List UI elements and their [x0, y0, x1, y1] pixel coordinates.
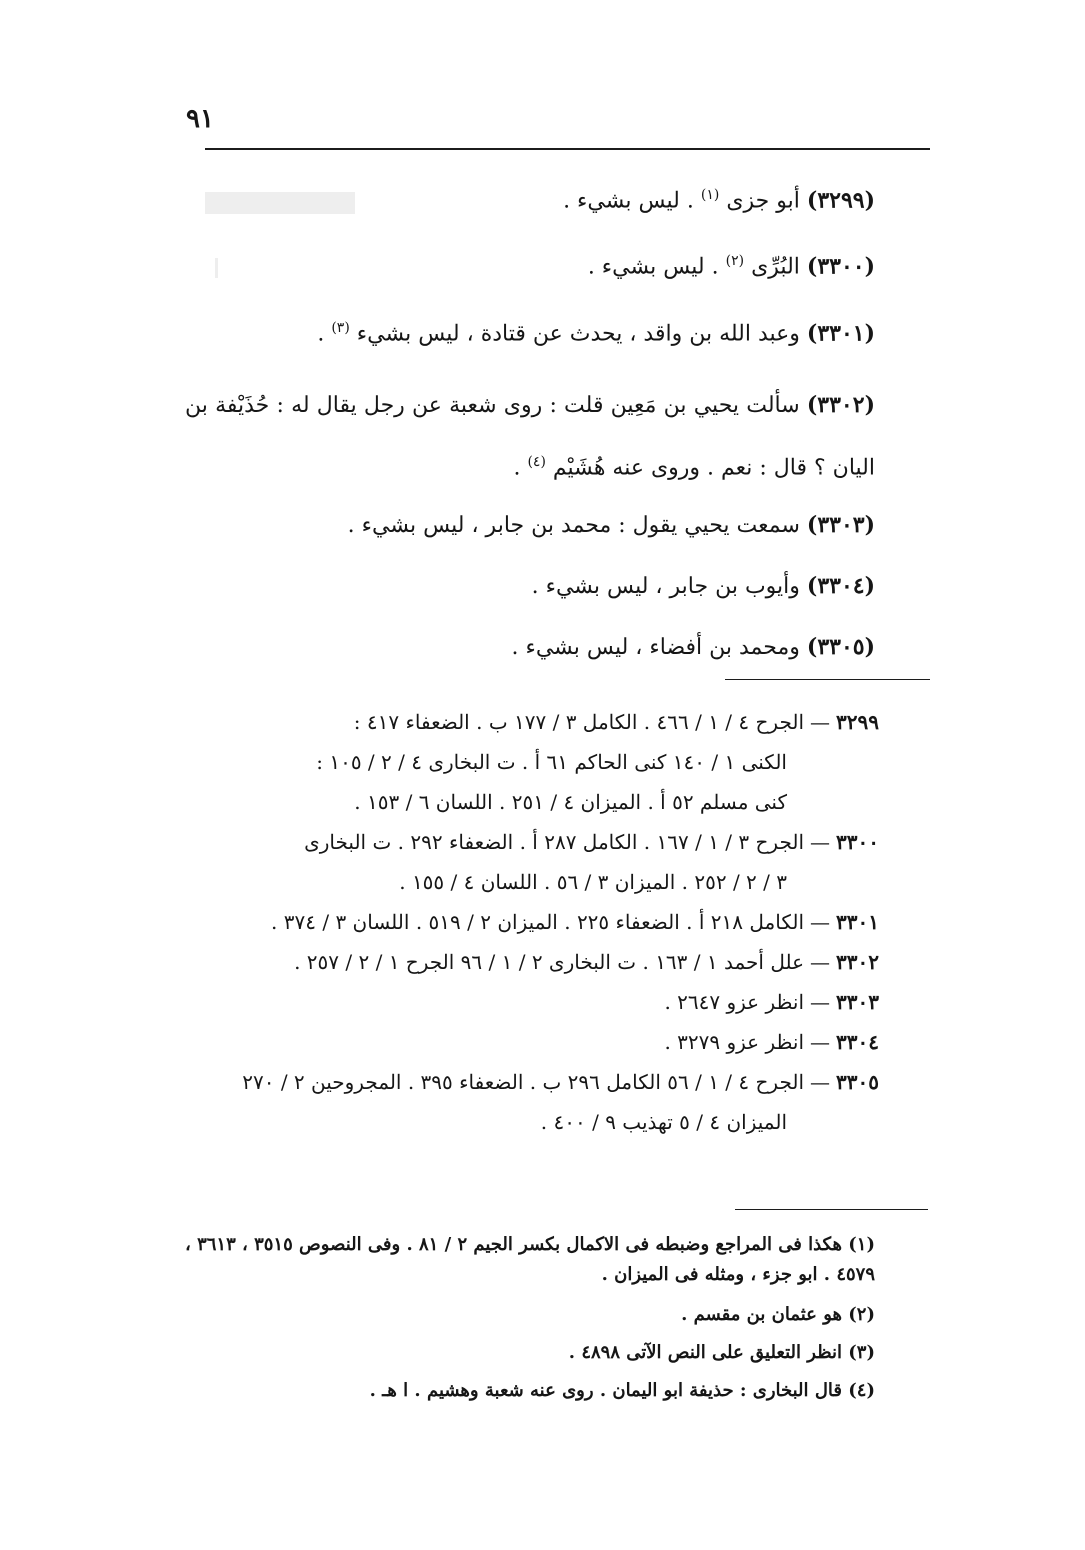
reference-line: الميزان ٤ / ٥ تهذيب ٩ / ٤٠٠ .: [540, 1110, 787, 1134]
entry-3305: [185, 630, 875, 665]
reference-3299: ٣٢٩٩—الجرح ٤ / ١ / ٤٦٦ . الكامل ٣ / ١٧٧ ب . الضعفاء ٤١٧ :: [189, 702, 879, 742]
entry-text: البُرِّى: [751, 254, 800, 280]
reference-number: ٣٣٠٣: [836, 990, 879, 1014]
references-list: [189, 702, 879, 1142]
reference-line: الجرح ٣ / ١ / ١٦٧ . الكامل ٢٨٧ أ . الضعفاء ٢٩٢ . ت البخارى: [304, 830, 805, 854]
reference-line: انظر عزو ٣٢٧٩ .: [664, 1030, 805, 1054]
reference-3301: ٣٣٠١—الكامل ٢١٨ أ . الضعفاء ٢٢٥ . الميزان ٢ / ٥١٩ . اللسان ٣ / ٣٧٤ .: [189, 902, 879, 942]
reference-number: ٣٢٩٩: [836, 710, 879, 734]
entry-tail: .: [317, 320, 325, 346]
entry-3299: [185, 178, 875, 218]
page-number: ٩١: [186, 104, 214, 134]
footnote-4: [185, 1372, 875, 1410]
footnote-ref: (٤): [527, 453, 546, 470]
entry-tail: . ليس بشيء .: [563, 188, 694, 214]
references-rule: [725, 679, 930, 680]
reference-line: الجرح ٤ / ١ / ٥٦ الكامل ٢٩٦ ب . الضعفاء ٣٩٥ . المجروحين ٢ / ٢٧٠: [242, 1070, 805, 1094]
footnote-2: [185, 1296, 875, 1334]
footnote-ref: (٣): [331, 319, 350, 336]
reference-number: ٣٣٠٢: [836, 950, 879, 974]
reference-3304: ٣٣٠٤—انظر عزو ٣٢٧٩ .: [189, 1022, 879, 1062]
reference-3303: ٣٣٠٣—انظر عزو ٢٦٤٧ .: [189, 982, 879, 1022]
entry-3303: [185, 508, 875, 543]
reference-line: الكامل ٢١٨ أ . الضعفاء ٢٢٥ . الميزان ٢ / ٥١٩ . اللسان ٣ / ٣٧٤ .: [271, 910, 805, 934]
footnote-text: هو عثمان بن مقسم .: [681, 1304, 842, 1325]
reference-line: الكنى ١ / ١٤٠ كنى الحاكم ٦١ أ . ت البخارى ٤ / ٢ / ١٠٥ :: [316, 750, 787, 774]
main-entries: [185, 178, 875, 691]
entry-number: (٣٣٠١): [806, 319, 875, 346]
footnote-3: [185, 1334, 875, 1372]
reference-number: ٣٣٠٠: [836, 830, 879, 854]
reference-line: علل أحمد ١ / ١٦٣ . ت البخارى ٢ / ١ / ٩٦ الجرح ١ / ٢ / ٢٥٧ .: [294, 950, 805, 974]
entry-number: (٣٢٩٩): [806, 187, 875, 214]
entry-text: ومحمد بن أفضاء ، ليس بشيء .: [511, 635, 800, 661]
footnote-mark: (٤): [848, 1380, 875, 1401]
reference-number: ٣٣٠٥: [836, 1070, 879, 1094]
reference-number: ٣٣٠٤: [836, 1030, 879, 1054]
entry-text: وعبد الله بن واقد ، يحدث عن قتادة ، ليس بشيء: [356, 320, 800, 346]
footnote-mark: (١): [848, 1234, 875, 1255]
reference-number: ٣٣٠١: [836, 910, 879, 934]
entry-number: (٣٣٠٥): [806, 634, 875, 661]
reference-3302: ٣٣٠٢—علل أحمد ١ / ١٦٣ . ت البخارى ٢ / ١ / ٩٦ الجرح ١ / ٢ / ٢٥٧ .: [189, 942, 879, 982]
entry-3304: [185, 569, 875, 604]
entry-3302: [185, 377, 875, 496]
footnote-ref: (١): [700, 187, 720, 203]
reference-3300: ٣٣٠٠—الجرح ٣ / ١ / ١٦٧ . الكامل ٢٨٧ أ . الضعفاء ٢٩٢ . ت البخارى: [189, 822, 879, 862]
footnote-1: [185, 1230, 875, 1290]
reference-line: انظر عزو ٢٦٤٧ .: [664, 990, 805, 1014]
entry-3300: [185, 244, 875, 284]
entry-number: (٣٣٠٣): [806, 512, 875, 539]
entry-text: سمعت يحيي يقول : محمد بن جابر ، ليس بشيء .: [347, 513, 800, 539]
entry-3301: [185, 311, 875, 351]
entry-tail: . ليس بشيء .: [587, 254, 719, 280]
reference-line: ٣ / ٢ / ٢٥٢ . الميزان ٣ / ٥٦ . اللسان ٤ / ١٥٥ .: [399, 870, 787, 894]
entry-text: وأيوب بن جابر ، ليس بشيء .: [531, 574, 800, 600]
entry-number: (٣٣٠٠): [806, 253, 875, 280]
footnote-text: هكذا فى المراجع وضبطه فى الاكمال بكسر الجيم ٢ / ٨١ . وفى النصوص ٣٥١٥ ، ٣٦١٣ ، ٤٥٧٩ . ابو جزء ، ومثله فى الميزان .: [185, 1234, 875, 1285]
entry-text: سألت يحيي بن مَعِين قلت : روى شعبة عن رجل يقال له : حُذَيْفة بن اليان ؟ قال : نعم . وروى عنه هُشَيْم: [185, 392, 875, 481]
header-rule: [205, 148, 930, 150]
footnote-mark: (٢): [848, 1304, 875, 1325]
footnotes: [185, 1230, 875, 1410]
footnote-text: انظر التعليق على النص الآتى ٤٨٩٨ .: [568, 1342, 842, 1363]
reference-line: الجرح ٤ / ١ / ٤٦٦ . الكامل ٣ / ١٧٧ ب . الضعفاء ٤١٧ :: [353, 710, 805, 734]
entry-number: (٣٣٠٤): [806, 573, 875, 600]
entry-text: أبو جزى: [726, 188, 800, 214]
reference-line: كنى مسلم ٥٢ أ . الميزان ٤ / ٢٥١ . اللسان ٦ / ١٥٣ .: [354, 790, 787, 814]
entry-number: (٣٣٠٢): [806, 391, 875, 418]
footnote-mark: (٣): [848, 1342, 875, 1363]
footnote-ref: (٢): [725, 253, 745, 270]
footnote-text: قال البخارى : حذيفة ابو اليمان . روى عنه شعبة وهشيم . ا هـ .: [369, 1380, 842, 1401]
footnotes-rule: [735, 1209, 928, 1210]
entry-tail: .: [513, 455, 521, 481]
reference-3305: ٣٣٠٥—الجرح ٤ / ١ / ٥٦ الكامل ٢٩٦ ب . الضعفاء ٣٩٥ . المجروحين ٢ / ٢٧٠: [189, 1062, 879, 1102]
